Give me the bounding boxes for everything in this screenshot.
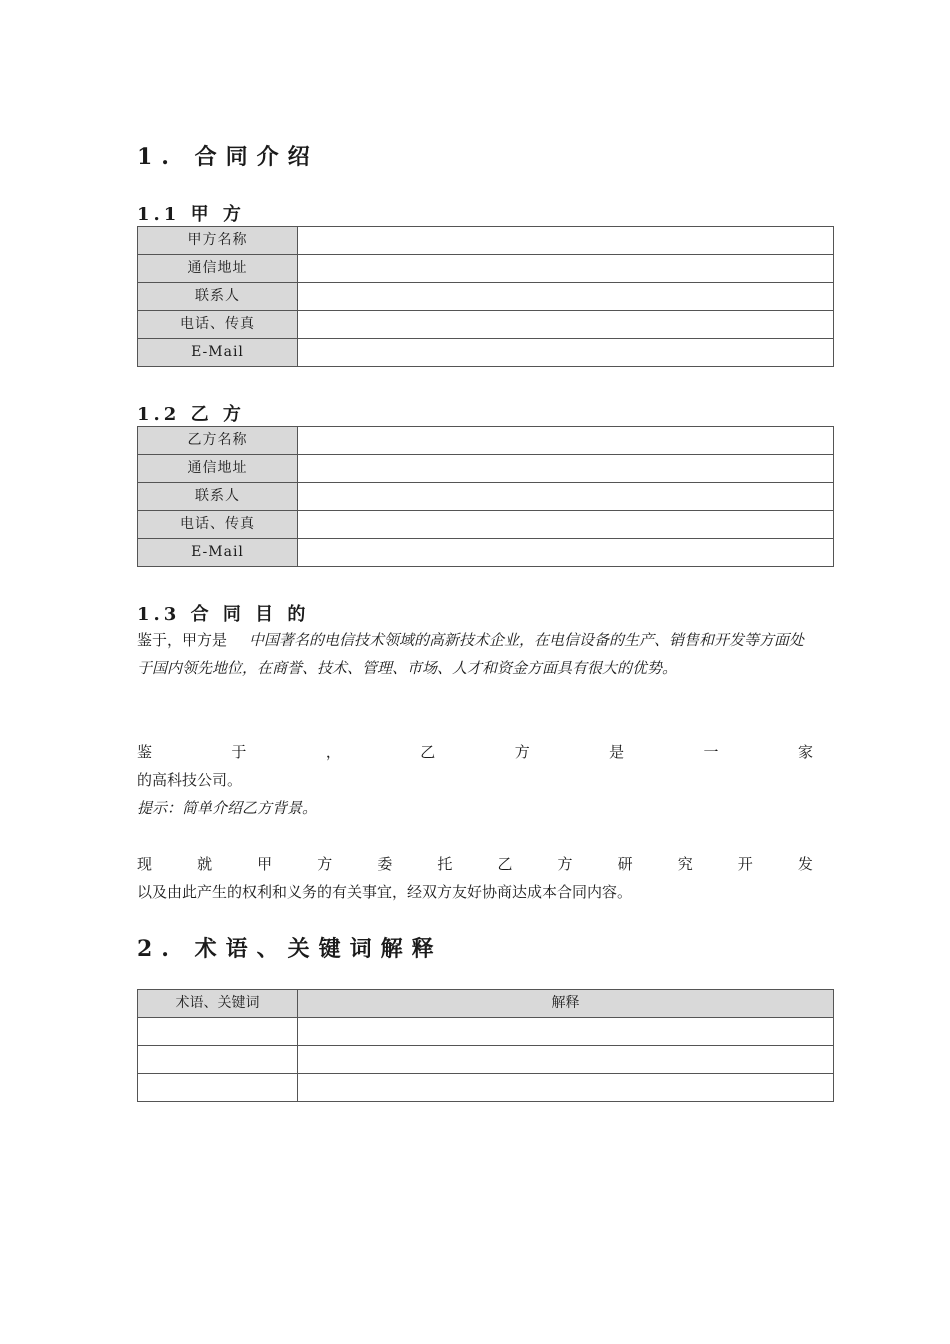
party-b-table xyxy=(137,426,834,567)
table-row xyxy=(138,483,834,511)
table-row xyxy=(138,255,834,283)
explanation-cell[interactable] xyxy=(298,1074,834,1102)
party-b-intro-line xyxy=(137,738,813,766)
purpose-prefix: 鉴于，甲方是 xyxy=(137,631,228,649)
party-b-email-field[interactable] xyxy=(298,539,834,567)
party-b-phone-label: 电话、传真 xyxy=(138,511,298,539)
party-a-heading: 1.1 甲 方 xyxy=(137,204,245,225)
terms-header-explanation: 解释 xyxy=(298,990,834,1018)
table-row xyxy=(138,1018,834,1046)
table-row xyxy=(138,283,834,311)
party-a-email-field[interactable] xyxy=(298,339,834,367)
party-b-contact-field[interactable] xyxy=(298,483,834,511)
party-a-phone-label: 电话、传真 xyxy=(138,311,298,339)
commission-line xyxy=(137,850,813,878)
word: 究 xyxy=(677,855,693,873)
party-a-phone-field[interactable] xyxy=(298,311,834,339)
word: 一 xyxy=(703,743,719,761)
party-b-phone-field[interactable] xyxy=(298,511,834,539)
party-b-name-field[interactable] xyxy=(298,427,834,455)
party-a-name-field[interactable] xyxy=(298,227,834,255)
table-row xyxy=(138,339,834,367)
table-row xyxy=(138,227,834,255)
section-2-heading: 2. 术语、关键词解释 xyxy=(137,936,443,962)
word: 鉴 xyxy=(137,743,153,761)
word: 托 xyxy=(437,855,453,873)
word: 方 xyxy=(514,743,530,761)
commission-line-2: 以及由此产生的权利和义务的有关事宜，经双方友好协商达成本合同内容。 xyxy=(137,883,633,901)
terms-table xyxy=(137,989,834,1102)
party-a-name-label: 甲方名称 xyxy=(138,227,298,255)
table-row xyxy=(138,1074,834,1102)
purpose-paragraph-c xyxy=(137,850,813,906)
table-row xyxy=(138,511,834,539)
party-a-contact-label: 联系人 xyxy=(138,283,298,311)
party-a-address-field[interactable] xyxy=(298,255,834,283)
party-a-address-label: 通信地址 xyxy=(138,255,298,283)
word: 家 xyxy=(797,743,813,761)
party-b-contact-label: 联系人 xyxy=(138,483,298,511)
word: 发 xyxy=(797,855,813,873)
word: 乙 xyxy=(420,743,436,761)
word: ， xyxy=(325,743,341,761)
party-b-address-field[interactable] xyxy=(298,455,834,483)
purpose-paragraph-a xyxy=(137,626,813,682)
party-a-contact-field[interactable] xyxy=(298,283,834,311)
table-header-row xyxy=(138,990,834,1018)
word: 甲 xyxy=(257,855,273,873)
explanation-cell[interactable] xyxy=(298,1018,834,1046)
word: 就 xyxy=(197,855,213,873)
hint-text: 提示：简单介绍乙方背景。 xyxy=(137,799,318,817)
word: 方 xyxy=(557,855,573,873)
party-b-email-label: E-Mail xyxy=(138,539,298,567)
section-1-heading: 1. 合同介绍 xyxy=(137,144,319,170)
table-row xyxy=(138,455,834,483)
table-row xyxy=(138,311,834,339)
party-a-description: 中国著名的电信技术领域的高新技术企业，在电信设备的生产、销售和开发等方面处于国内领先地位，在商誉、技术、管理、市场、人才和资金方面具有很大的优势。 xyxy=(137,631,805,677)
terms-header-term: 术语、关键词 xyxy=(138,990,298,1018)
party-b-heading: 1.2 乙 方 xyxy=(137,404,245,425)
table-row xyxy=(138,539,834,567)
party-b-address-label: 通信地址 xyxy=(138,455,298,483)
word: 研 xyxy=(617,855,633,873)
word: 于 xyxy=(231,743,247,761)
word: 是 xyxy=(609,743,625,761)
word: 现 xyxy=(137,855,153,873)
word: 开 xyxy=(737,855,753,873)
table-row xyxy=(138,427,834,455)
table-row xyxy=(138,1046,834,1074)
word: 乙 xyxy=(497,855,513,873)
term-cell[interactable] xyxy=(138,1074,298,1102)
word: 委 xyxy=(377,855,393,873)
party-a-table xyxy=(137,226,834,367)
word: 方 xyxy=(317,855,333,873)
explanation-cell[interactable] xyxy=(298,1046,834,1074)
party-b-name-label: 乙方名称 xyxy=(138,427,298,455)
term-cell[interactable] xyxy=(138,1018,298,1046)
term-cell[interactable] xyxy=(138,1046,298,1074)
purpose-heading: 1.3 合 同 目 的 xyxy=(137,604,310,625)
party-b-intro-line-2: 的高科技公司。 xyxy=(137,771,243,789)
party-a-email-label: E-Mail xyxy=(138,339,298,367)
purpose-paragraph-b xyxy=(137,738,813,822)
